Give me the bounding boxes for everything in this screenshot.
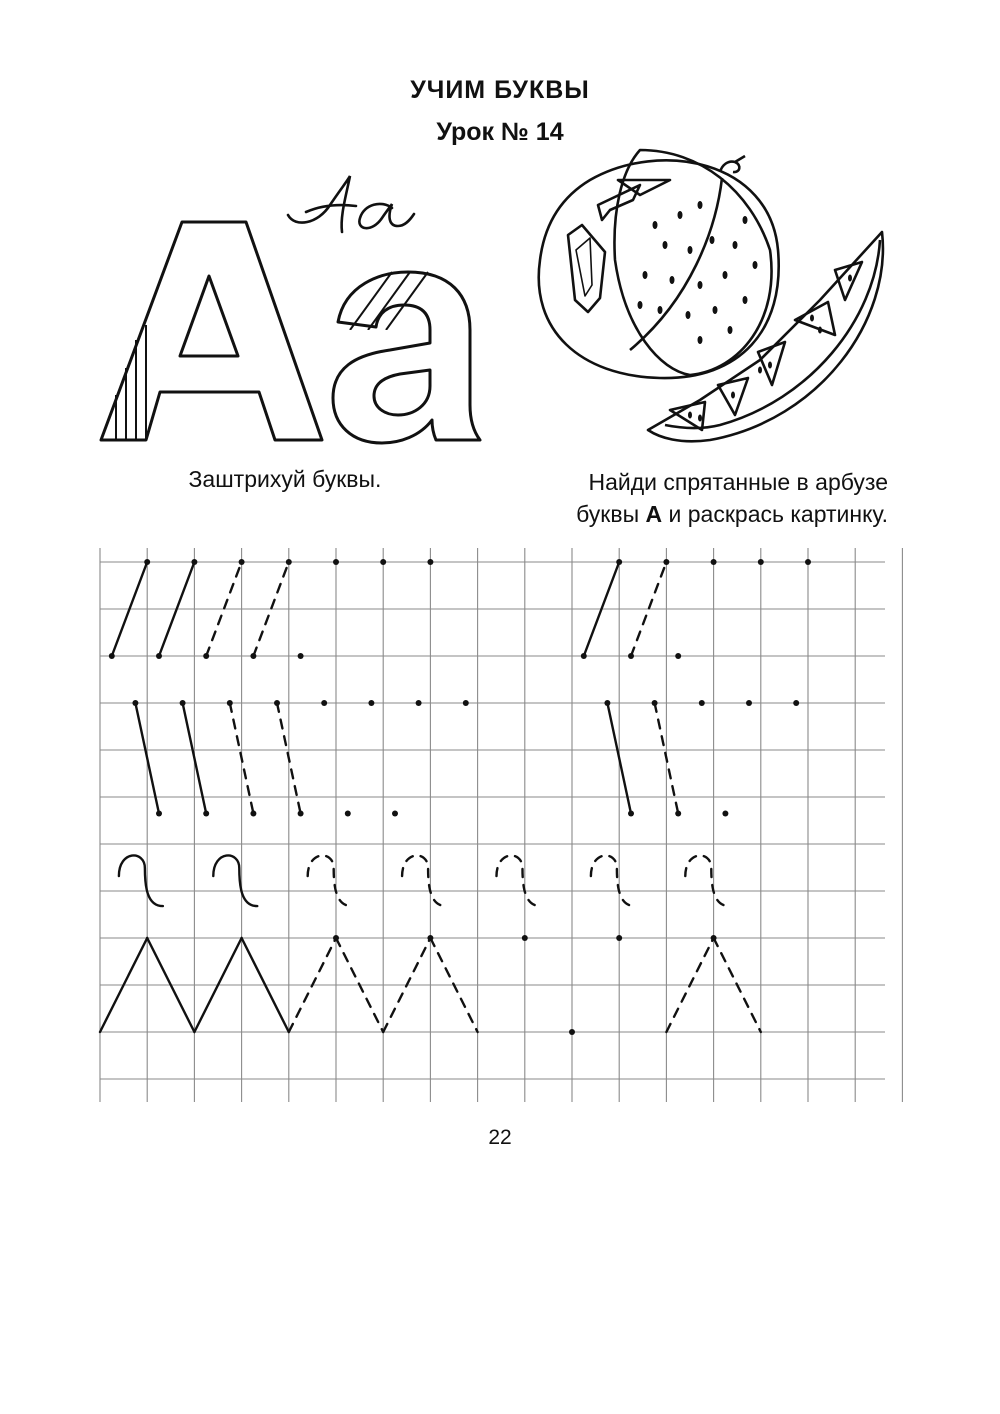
trace-dot xyxy=(699,700,705,706)
trace-dot xyxy=(227,700,233,706)
trace-dot xyxy=(416,700,422,706)
trace-dot xyxy=(333,935,339,941)
solid-hook xyxy=(213,855,257,906)
trace-dot xyxy=(522,935,528,941)
trace-dot xyxy=(132,700,138,706)
trace-dot xyxy=(628,810,634,816)
trace-dot xyxy=(156,653,162,659)
dashed-hook xyxy=(591,855,635,906)
trace-dot xyxy=(368,700,374,706)
trace-dot xyxy=(203,653,209,659)
trace-dot xyxy=(345,810,351,816)
trace-dot xyxy=(758,559,764,565)
find-letters-prefix: буквы xyxy=(576,501,640,527)
page-title: УЧИМ БУКВЫ xyxy=(410,76,590,104)
trace-dot xyxy=(180,700,186,706)
trace-dot xyxy=(203,810,209,816)
trace-dot xyxy=(392,810,398,816)
find-letters-line1: Найди спрятанные в арбузе xyxy=(588,469,888,495)
watermelon-seeds xyxy=(638,201,758,344)
trace-dot xyxy=(298,810,304,816)
trace-dot xyxy=(298,653,304,659)
dashed-hook xyxy=(402,855,446,906)
trace-dot xyxy=(250,810,256,816)
lesson-number: Урок № 14 xyxy=(436,118,564,146)
trace-dot xyxy=(616,559,622,565)
trace-dot xyxy=(321,700,327,706)
trace-dot xyxy=(675,810,681,816)
outline-lowercase-a xyxy=(333,272,480,443)
find-letters-highlight: А xyxy=(645,501,663,527)
trace-dot xyxy=(427,935,433,941)
dashed-hook xyxy=(496,855,540,906)
watermelon-icon xyxy=(539,150,779,378)
trace-dot xyxy=(628,653,634,659)
find-letters-suffix: и раскрась картинку. xyxy=(668,501,888,527)
trace-dot xyxy=(604,700,610,706)
trace-dot xyxy=(333,559,339,565)
trace-dot xyxy=(675,653,681,659)
find-letters-line2 xyxy=(480,498,888,530)
trace-dot xyxy=(569,1029,575,1035)
trace-dot xyxy=(380,559,386,565)
trace-dot xyxy=(663,559,669,565)
trace-dot xyxy=(805,559,811,565)
trace-dot xyxy=(793,700,799,706)
trace-dot xyxy=(156,810,162,816)
trace-dot xyxy=(722,810,728,816)
script-letters-aa xyxy=(288,176,414,232)
trace-dot xyxy=(109,653,115,659)
outline-capital-a xyxy=(101,222,322,440)
trace-dot xyxy=(463,700,469,706)
trace-dot xyxy=(191,559,197,565)
trace-dot xyxy=(652,700,658,706)
trace-dot xyxy=(427,559,433,565)
trace-dot xyxy=(711,559,717,565)
find-letters-instruction xyxy=(480,466,888,530)
trace-dot xyxy=(616,935,622,941)
dashed-hook xyxy=(308,855,352,906)
dashed-hook xyxy=(685,855,729,906)
trace-dot xyxy=(746,700,752,706)
trace-dot xyxy=(274,700,280,706)
shade-letters-instruction: Заштрихуй буквы. xyxy=(188,466,382,492)
trace-dot xyxy=(144,559,150,565)
watermelon-slice-icon xyxy=(648,232,883,441)
trace-dot xyxy=(711,935,717,941)
trace-dot xyxy=(581,653,587,659)
practice-grid xyxy=(100,548,902,1102)
trace-dot xyxy=(239,559,245,565)
trace-dot xyxy=(250,653,256,659)
trace-dot xyxy=(286,559,292,565)
page-number: 22 xyxy=(488,1126,512,1149)
solid-hook xyxy=(119,855,163,906)
